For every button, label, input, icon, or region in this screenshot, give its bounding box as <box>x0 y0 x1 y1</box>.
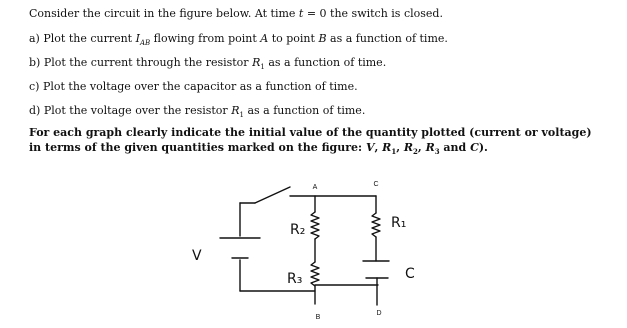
question-text: Plot the current <box>39 32 136 45</box>
question-d <box>29 104 366 120</box>
resistor-symbol: R <box>382 141 392 154</box>
resistor-symbol: R <box>252 56 261 69</box>
resistor-symbol: R <box>231 104 240 117</box>
resistor-symbol: R <box>425 141 435 154</box>
resistor-subscript: 1 <box>391 147 397 157</box>
point-b: B <box>318 32 327 45</box>
question-text: flowing from point <box>150 32 261 45</box>
problem-intro <box>29 7 443 20</box>
node-b-label: B <box>315 314 321 321</box>
instruction-text: ). <box>478 141 488 154</box>
question-a <box>29 32 448 48</box>
question-c <box>29 80 358 93</box>
switch-blade <box>255 187 290 203</box>
comma: , <box>417 141 426 154</box>
voltage-label: V <box>192 248 202 264</box>
resistor-subscript: 1 <box>260 63 265 72</box>
question-text: as a function of time. <box>326 32 448 45</box>
time-variable: t <box>298 7 304 20</box>
resistor-r2-zigzag <box>311 212 319 239</box>
question-text: as a function of time. <box>243 104 366 117</box>
circuit-svg <box>190 178 430 323</box>
current-subscript: AB <box>139 39 151 48</box>
question-text: to point <box>268 32 319 45</box>
resistor-subscript: 2 <box>413 147 418 157</box>
resistor-r1-label: R₁ <box>391 215 407 231</box>
question-text: as a function of time. <box>264 56 387 69</box>
question-label: b) <box>29 56 41 69</box>
intro-text: Consider the circuit in the figure below. At time <box>29 7 299 20</box>
node-a-label: A <box>312 184 318 191</box>
node-d-label: D <box>376 310 382 317</box>
instruction-text: in terms of the given quantities marked on the figure: <box>29 141 366 154</box>
comma: , <box>396 141 404 154</box>
question-label: d) <box>29 104 41 117</box>
resistor-symbol: R <box>403 141 414 154</box>
instruction-line-1: For each graph clearly indicate the initial value of the quantity plotted (current or voltage) <box>29 126 592 139</box>
voltage-symbol: V <box>365 141 375 154</box>
question-text: Plot the current through the resistor <box>40 56 253 69</box>
circuit-diagram <box>190 178 430 323</box>
capacitor-symbol: C <box>470 141 479 154</box>
resistor-r2-label: R₂ <box>290 222 306 238</box>
current-symbol: I <box>135 32 140 45</box>
capacitor-label: C <box>405 266 415 282</box>
resistor-r3-label: R₃ <box>287 271 303 287</box>
question-text: Plot the voltage over the resistor <box>40 104 232 117</box>
instruction-line-2 <box>29 141 488 157</box>
node-c-label: C <box>373 181 379 188</box>
question-b <box>29 56 387 72</box>
question-label: a) <box>29 32 40 45</box>
resistor-r3-zigzag <box>311 262 319 286</box>
resistor-r1-zigzag <box>372 213 380 237</box>
resistor-subscript: 3 <box>434 147 440 157</box>
comma: , <box>374 141 383 154</box>
intro-text-end: = 0 the switch is closed. <box>303 7 443 20</box>
instruction-text: and <box>439 141 471 154</box>
point-a: A <box>260 32 269 45</box>
question-text: Plot the voltage over the capacitor as a function of time. <box>39 80 358 93</box>
resistor-subscript: 1 <box>239 111 244 120</box>
question-label: c) <box>29 80 40 93</box>
